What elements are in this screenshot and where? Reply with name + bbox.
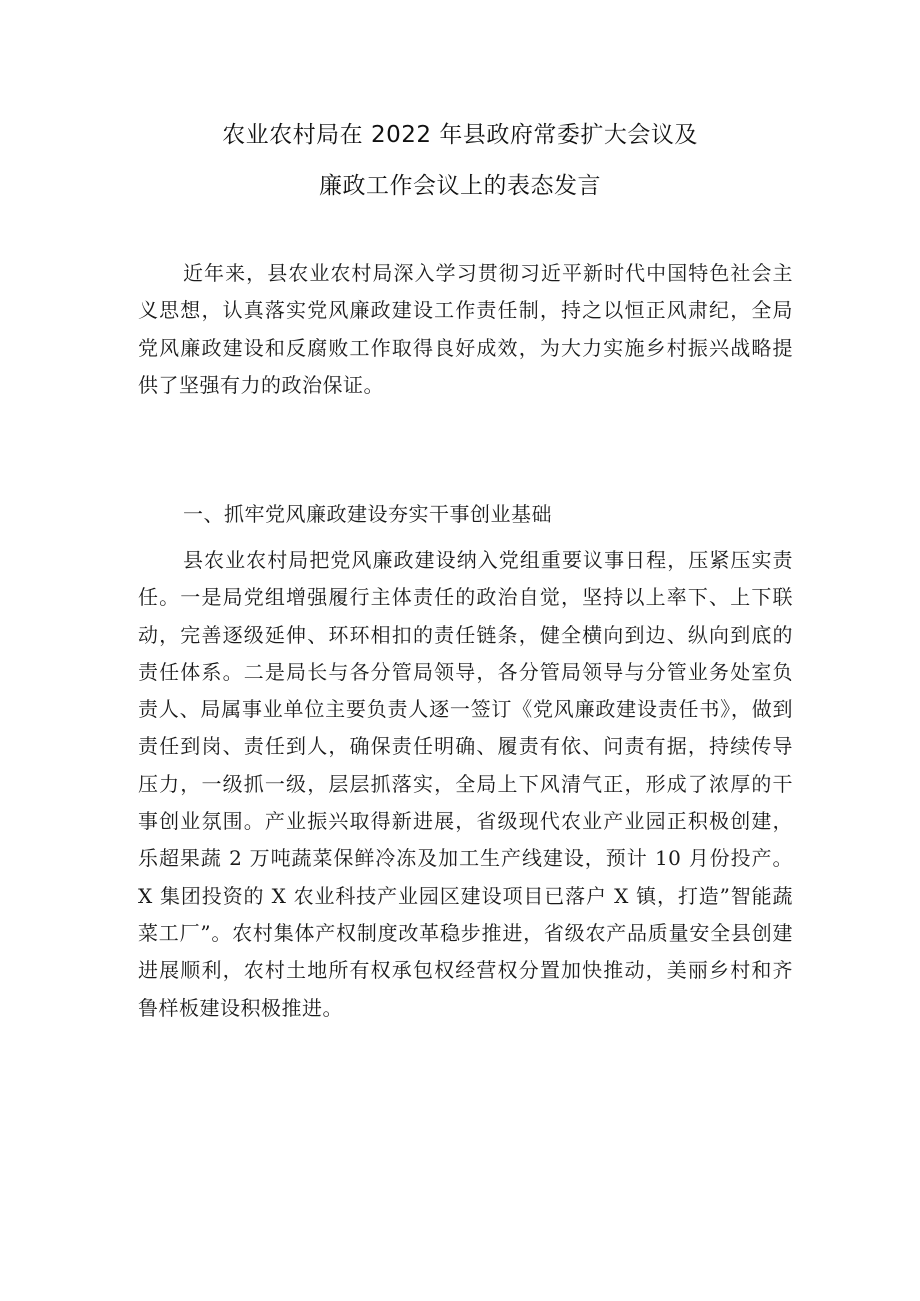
section-1-heading: 一、抓牢党风廉政建设夯实干事创业基础	[183, 502, 552, 526]
document-title-line-2: 廉政工作会议上的表态发言	[319, 173, 601, 199]
section-1-body-paragraph: 县农业农村局把党风廉政建设纳入党组重要议事日程，压紧压实责任。一是局党组增强履行主体责任的政治自觉，坚持以上率下、上下联动，完善逐级延伸、环环相扣的责任链条，健全横向到边、纵向到底的责任体系。二是局长与各分管局领导，各分管局领导与分管业务处室负责人、局属事业单位主要负责人逐一签订《党风廉政建设责任书》，做到责任到岗、责任到人，确保责任明确、履责有依、问责有据，持续传导压力，一级抓一级，层层抓落实，全局上下风清气正，形成了浓厚的干事创业氛围。产业振兴取得新进展，省级现代农业产业园正积极创建，乐超果蔬 2 万吨蔬菜保鲜冷冻及加工生产线建设，预计 10 月份投产。X 集团投资的 X 农业科技产业园区建设项目已落户 X 镇，打造”智能蔬菜工厂”。农村集体产权制度改革稳步推进，省级农产品质量安全县创建进展顺利，农村土地所有权承包权经营权分置加快推动，美丽乡村和齐鲁样板建设积极推进。	[138, 548, 793, 1020]
intro-paragraph: 近年来，县农业农村局深入学习贯彻习近平新时代中国特色社会主义思想，认真落实党风廉政建设工作责任制，持之以恒正风肃纪，全局党风廉政建设和反腐败工作取得良好成效，为大力实施乡村振兴战略提供了坚强有力的政治保证。	[138, 261, 793, 397]
document-title-line-1: 农业农村局在 2022 年县政府常委扩大会议及	[222, 122, 698, 148]
